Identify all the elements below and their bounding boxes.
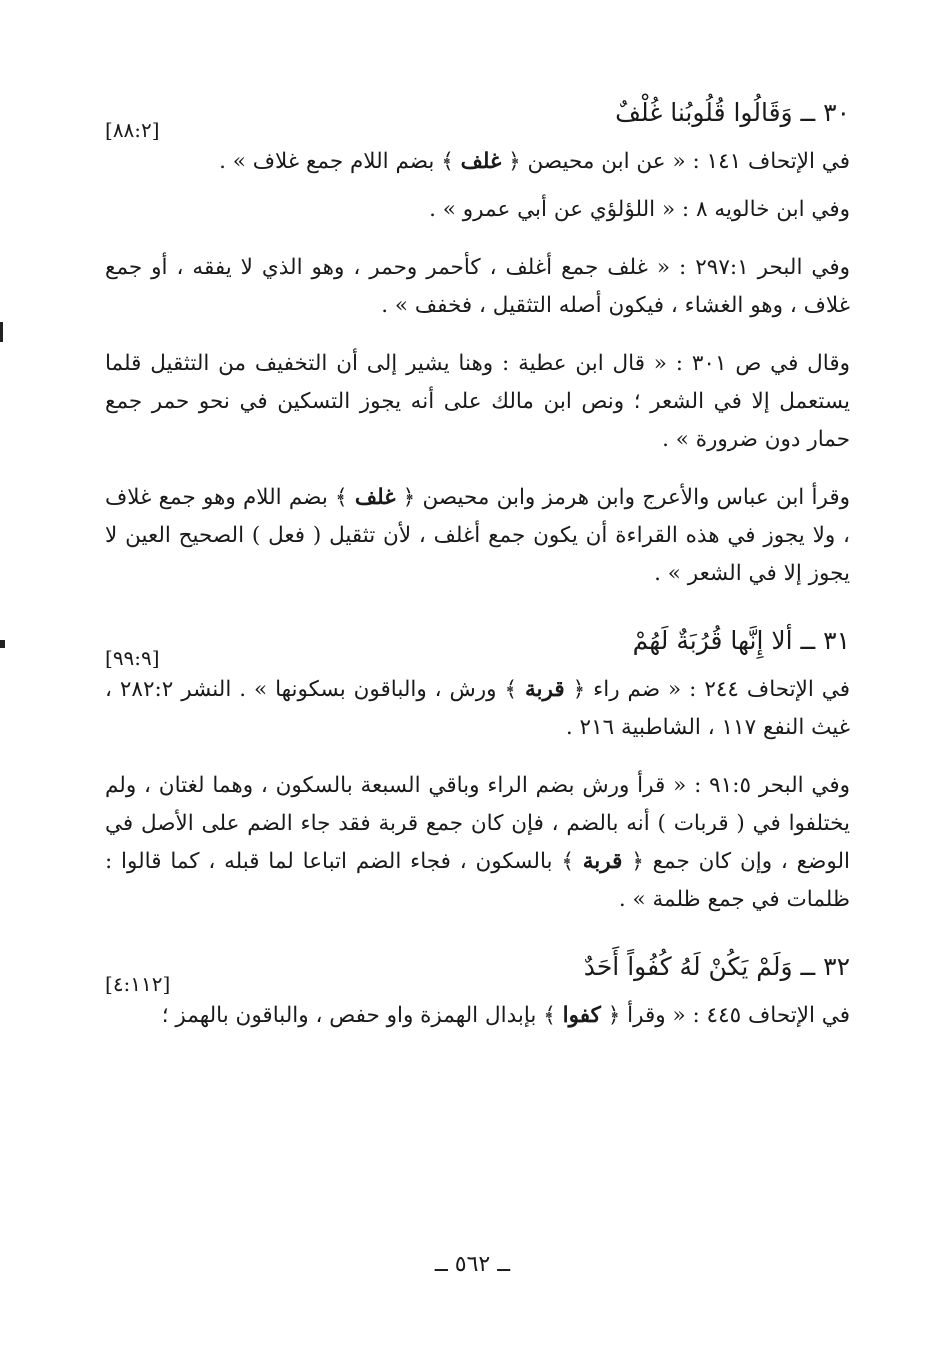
commentary-paragraph: وقال في ص ٣٠١ : « قال ابن عطية : وهنا يشير إلى أن التخفيف من التثقيل قلما يستعمل إلا في الشعر ؛ ونص ابن مالك على أنه يجوز التسكين في نحو حمر جمع حمار دون ضرورة » . <box>105 351 850 452</box>
verse-text: ٣٠ ــ وَقَالُوا قُلُوبُنا غُلْفٌ <box>615 98 850 127</box>
page-body <box>105 85 850 1055</box>
commentary-paragraph: في الإتحاف ١٤١ : « عن ابن محيصن ﴿ غلف ﴾ بضم اللام جمع غلاف » . <box>219 149 850 174</box>
verse-reference: [٨٨:٢] <box>105 118 160 142</box>
page-number: ــ ٥٦٢ ــ <box>434 1252 511 1277</box>
bold-term: غلف <box>354 485 396 510</box>
verse-text: ٣١ ــ ألا إِنَّها قُرُبَةٌ لَهُمْ <box>632 626 850 655</box>
scan-edge-mark <box>0 640 5 648</box>
commentary-paragraph: وقرأ ابن عباس والأعرج وابن هرمز وابن محيصن ﴿ غلف ﴾ بضم اللام وهو جمع غلاف ، ولا يجوز في هذه القراءة أن يكون جمع أغلف ، لأن تثقيل ( فعل ) الصحيح العين لا يجوز إلا في الشعر » . <box>105 485 850 586</box>
scan-edge-mark <box>0 322 3 342</box>
entry-heading <box>105 613 850 671</box>
verse-reference: [٩٩:٩] <box>105 646 160 670</box>
bold-term: قربة <box>525 677 565 702</box>
commentary-paragraph: في الإتحاف ٤٤٥ : « وقرأ ﴿ كفوا ﴾ بإبدال الهمزة واو حفص ، والباقون بالهمز ؛ <box>161 1003 850 1028</box>
entry-heading <box>105 85 850 143</box>
commentary-paragraph: وفي البحر ٢٩٧:١ : « غلف جمع أغلف ، كأحمر وحمر ، وهو الذي لا يفقه ، أو جمع غلاف ، وهو الغشاء ، فيكون أصله التثقيل ، فخفف » . <box>105 255 850 318</box>
bold-term: كفوا <box>562 1003 601 1028</box>
commentary-paragraph: وفي البحر ٩١:٥ : « قرأ ورش بضم الراء وباقي السبعة بالسكون ، وهما لغتان ، ولم يختلفوا في ( قربات ) أنه بالضم ، فإن كان جمع قربة فقد جاء الضم على الأصل في الوضع ، وإن كان جمع ﴿ قربة ﴾ بالسكون ، فجاء الضم اتباعا لما قبله ، كما قالوا : ظلمات في جمع ظلمة » . <box>105 773 850 912</box>
commentary-paragraph: وفي ابن خالويه ٨ : « اللؤلؤي عن أبي عمرو » . <box>429 197 850 222</box>
verse-text: ٣٢ ــ وَلَمْ يَكُنْ لَهُ كُفُواً أَحَدٌ <box>583 952 850 981</box>
verse-reference: [٤:١١٢] <box>105 972 171 996</box>
entry-heading <box>105 939 850 997</box>
commentary-paragraph: في الإتحاف ٢٤٤ : « ضم راء ﴿ قربة ﴾ ورش ، والباقون بسكونها » . النشر ٢٨٢:٢ ، غيث النفع ١١٧ ، الشاطبية ٢١٦ . <box>105 677 850 740</box>
bold-term: غلف <box>460 149 502 174</box>
bold-term: قربة <box>582 849 623 874</box>
